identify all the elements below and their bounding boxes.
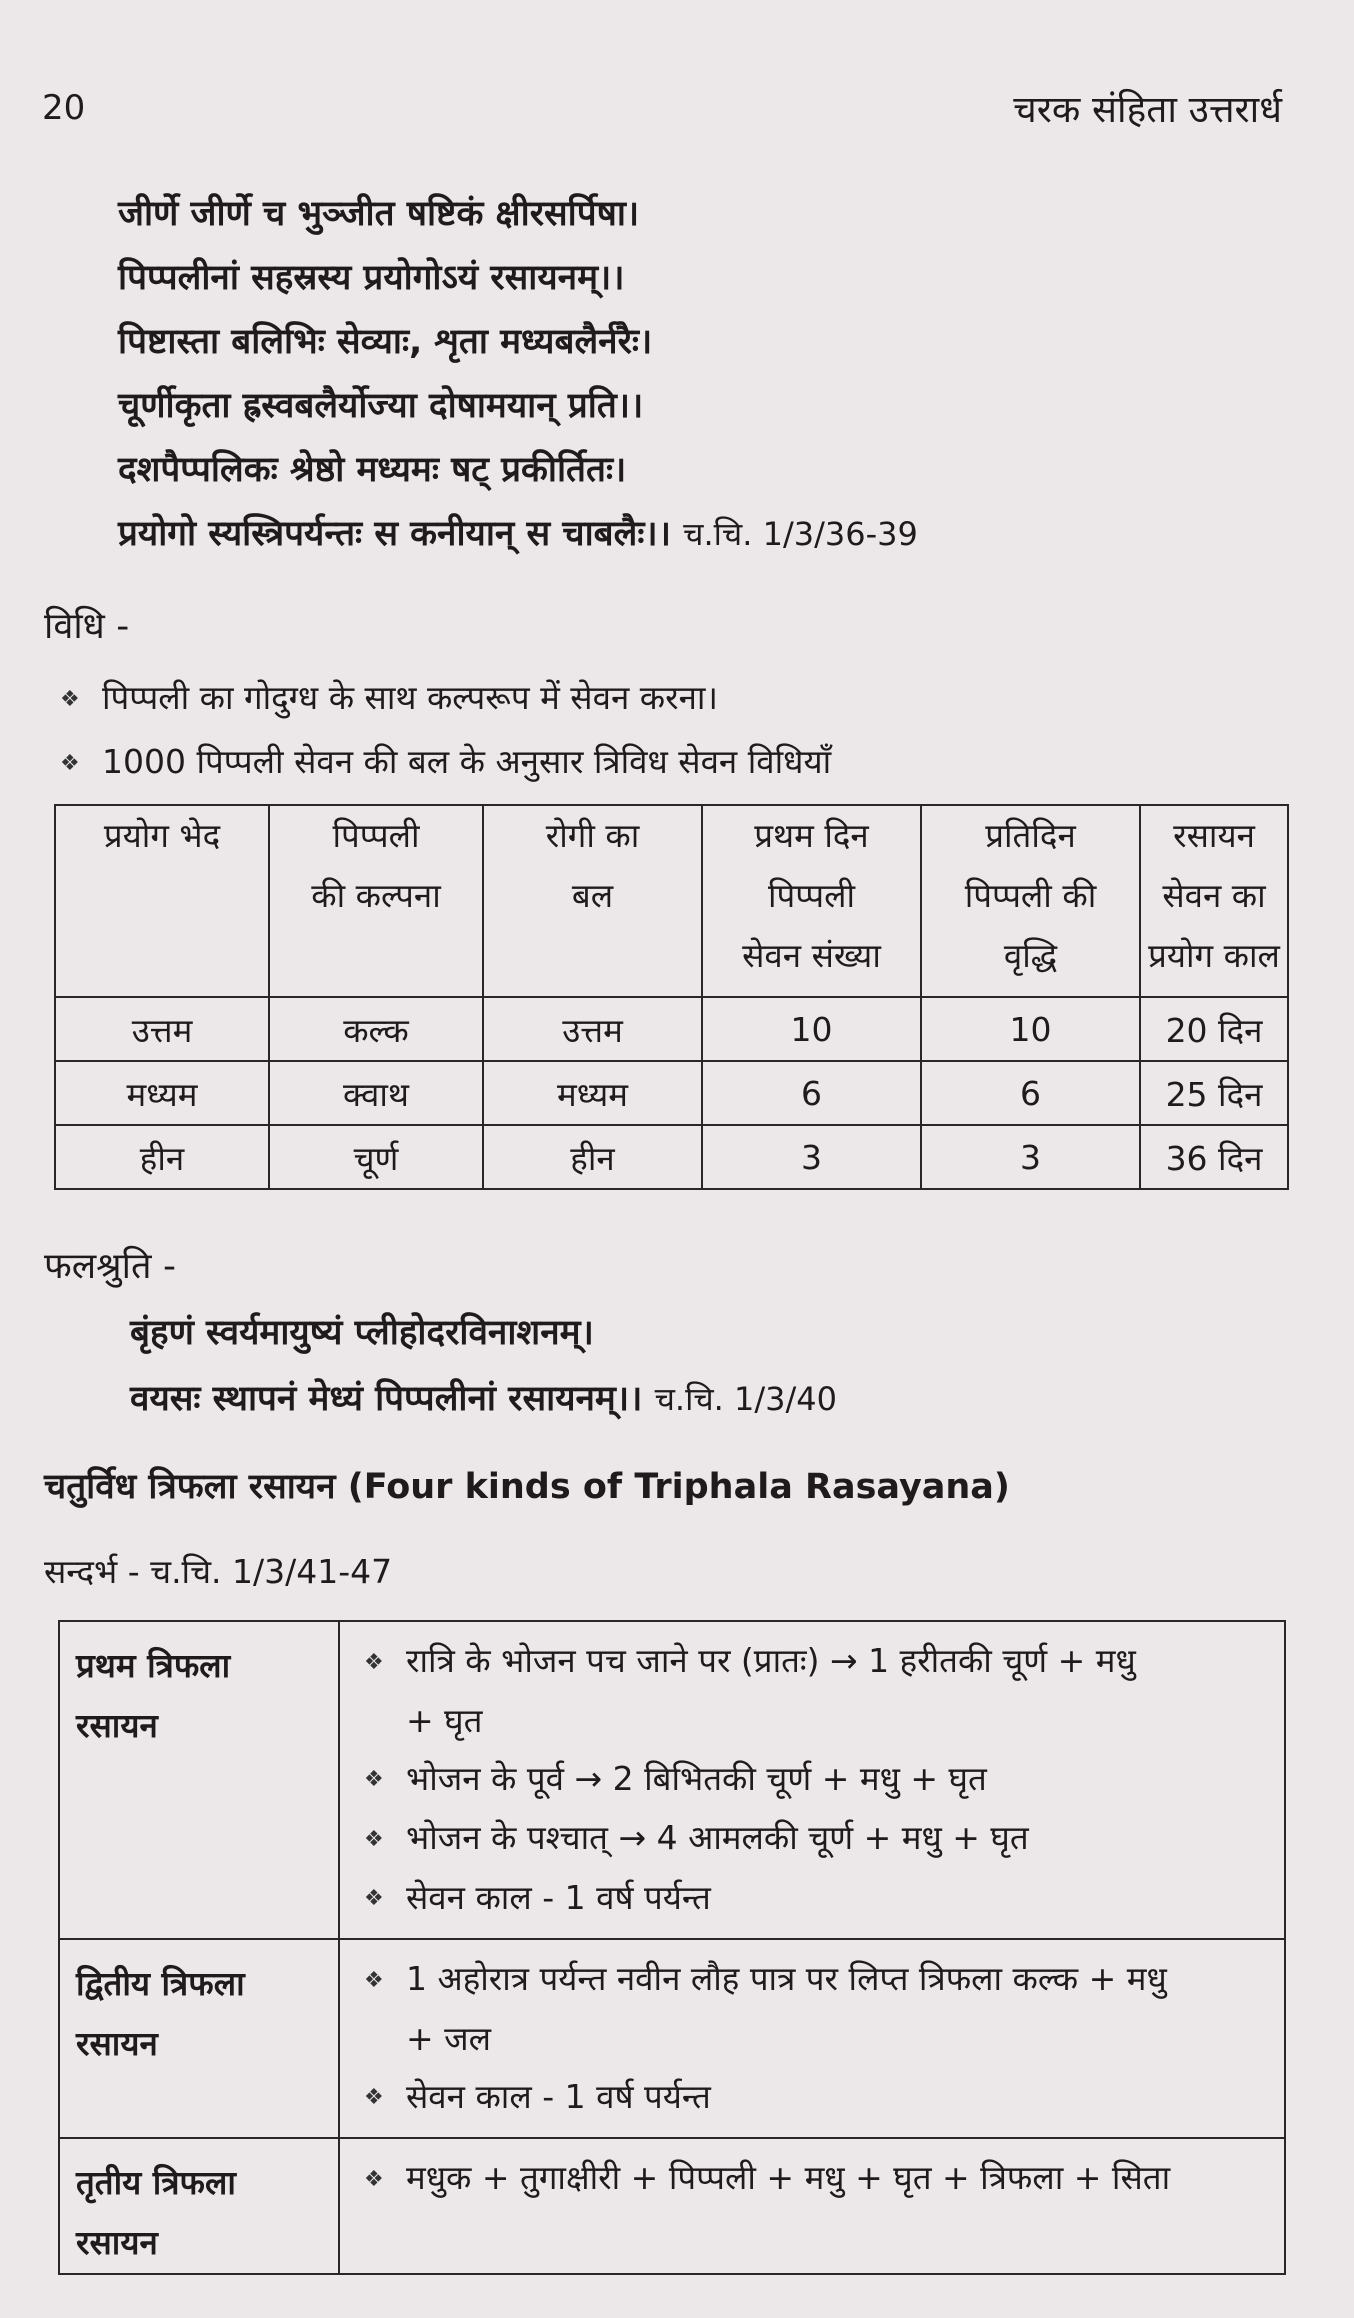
verse-line: प्रयोगो स्यस्त्रिपर्यन्तः स कनीयान् स चाबलैः।। च.चि. 1/3/36-39 [118, 514, 918, 554]
row-label: तृतीय त्रिफला रसायन [59, 2138, 339, 2274]
list-item-continuation: + जल [406, 2018, 492, 2058]
table-row [55, 1061, 1288, 1125]
table-cell: 6 [921, 1061, 1140, 1125]
verse-line: बृंहणं स्वर्यमायुष्यं प्लीहोदरविनाशनम्। [130, 1313, 594, 1353]
diamond-bullet-icon: ❖ [60, 750, 80, 776]
vidhi-list [60, 666, 1310, 794]
table-cell: 36 दिन [1140, 1125, 1288, 1189]
table-row [59, 1621, 1285, 1939]
verse-line: वयसः स्थापनं मेध्यं पिप्पलीनां रसायनम्।। च.चि. 1/3/40 [130, 1379, 838, 1419]
diamond-bullet-icon: ❖ [364, 1967, 384, 1993]
table-cell: कल्क [269, 997, 483, 1061]
list-item: ❖ भोजन के पूर्व → 2 बिभितकी चूर्ण + मधु + घृत [364, 1750, 1270, 1810]
triphala-heading: चतुर्विध त्रिफला रसायन (Four kinds of Triphala Rasayana) [44, 1467, 1010, 1507]
list-item: ❖ मधुक + तुगाक्षीरी + पिप्पली + मधु + घृत + त्रिफला + सिता [364, 2149, 1270, 2209]
row-label: प्रथम त्रिफला रसायन [59, 1621, 339, 1939]
row-content [339, 1621, 1285, 1939]
diamond-bullet-icon: ❖ [60, 686, 80, 712]
table-row [55, 1125, 1288, 1189]
table-cell: उत्तम [483, 997, 702, 1061]
table-row [59, 2138, 1285, 2274]
table-cell: मध्यम [483, 1061, 702, 1125]
diamond-bullet-icon: ❖ [364, 2085, 384, 2110]
table-cell: मध्यम [55, 1061, 269, 1125]
table-cell: 10 [921, 997, 1140, 1061]
table-row [59, 1939, 1285, 2138]
row-label: द्वितीय त्रिफला रसायन [59, 1939, 339, 2138]
table-cell: 3 [921, 1125, 1140, 1189]
column-header: पिप्पली की कल्पना [269, 805, 483, 997]
pippali-dosage-table [54, 804, 1289, 1190]
table-row [55, 997, 1288, 1061]
list-item-continuation: + घृत [406, 1700, 483, 1740]
column-header: रोगी का बल [483, 805, 702, 997]
verse-reference: च.चि. 1/3/40 [654, 1380, 838, 1418]
table-cell: चूर्ण [269, 1125, 483, 1189]
table-cell: 20 दिन [1140, 997, 1288, 1061]
list-item: ❖ 1000 पिप्पली सेवन की बल के अनुसार त्रिविध सेवन विधियाँ [60, 730, 1310, 794]
column-header: रसायन सेवन का प्रयोग काल [1140, 805, 1288, 997]
row-content [339, 2138, 1285, 2274]
verse-line: पिष्टास्ता बलिभिः सेव्याः, शृता मध्यबलैर्नरैः। [118, 322, 653, 362]
diamond-bullet-icon: ❖ [364, 1649, 384, 1675]
table-cell: 6 [702, 1061, 921, 1125]
triphala-reference: सन्दर्भ - च.चि. 1/3/41-47 [44, 1552, 393, 1591]
diamond-bullet-icon: ❖ [364, 1826, 384, 1852]
table-cell: 3 [702, 1125, 921, 1189]
column-header: प्रतिदिन पिप्पली की वृद्धि [921, 805, 1140, 997]
phalashruti-verses [130, 1300, 837, 1432]
column-header: प्रथम दिन पिप्पली सेवन संख्या [702, 805, 921, 997]
verse-reference: च.चि. 1/3/36-39 [683, 515, 918, 553]
phalashruti-heading: फलश्रुति - [44, 1246, 176, 1287]
list-item: ❖ सेवन काल - 1 वर्ष पर्यन्त [364, 1869, 1270, 1929]
page-number: 20 [42, 88, 86, 128]
table-header-row [55, 805, 1288, 997]
table-cell: उत्तम [55, 997, 269, 1061]
list-item: ❖ पिप्पली का गोदुग्ध के साथ कल्परूप में सेवन करना। [60, 666, 1310, 730]
table-cell: 25 दिन [1140, 1061, 1288, 1125]
vidhi-heading: विधि - [44, 606, 130, 647]
list-item: ❖ 1 अहोरात्र पर्यन्त नवीन लौह पात्र पर लिप्त त्रिफला कल्क + मधु [364, 1950, 1270, 2010]
verse-block [118, 182, 1298, 566]
book-title: चरक संहिता उत्तरार्ध [1013, 88, 1282, 131]
verse-line: पिप्पलीनां सहस्रस्य प्रयोगोऽयं रसायनम्।। [118, 258, 625, 298]
verse-line: दशपैप्पलिकः श्रेष्ठो मध्यमः षट् प्रकीर्तितः। [118, 450, 627, 490]
verse-line: चूर्णीकृता ह्रस्वबलैर्योज्या दोषामयान् प्रति।। [118, 386, 644, 426]
diamond-bullet-icon: ❖ [364, 1886, 384, 1911]
list-item: ❖ रात्रि के भोजन पच जाने पर (प्रातः) → 1 हरीतकी चूर्ण + मधु [364, 1632, 1270, 1692]
triphala-table [58, 1620, 1286, 2275]
list-item: ❖ सेवन काल - 1 वर्ष पर्यन्त [364, 2068, 1270, 2128]
row-content [339, 1939, 1285, 2138]
column-header: प्रयोग भेद [55, 805, 269, 997]
table-cell: हीन [55, 1125, 269, 1189]
list-item: ❖ भोजन के पश्चात् → 4 आमलकी चूर्ण + मधु + घृत [364, 1809, 1270, 1869]
table-cell: क्वाथ [269, 1061, 483, 1125]
diamond-bullet-icon: ❖ [364, 1767, 384, 1792]
diamond-bullet-icon: ❖ [364, 2166, 384, 2192]
verse-line: जीर्णे जीर्णे च भुञ्जीत षष्टिकं क्षीरसर्पिषा। [118, 194, 640, 234]
table-cell: हीन [483, 1125, 702, 1189]
table-cell: 10 [702, 997, 921, 1061]
